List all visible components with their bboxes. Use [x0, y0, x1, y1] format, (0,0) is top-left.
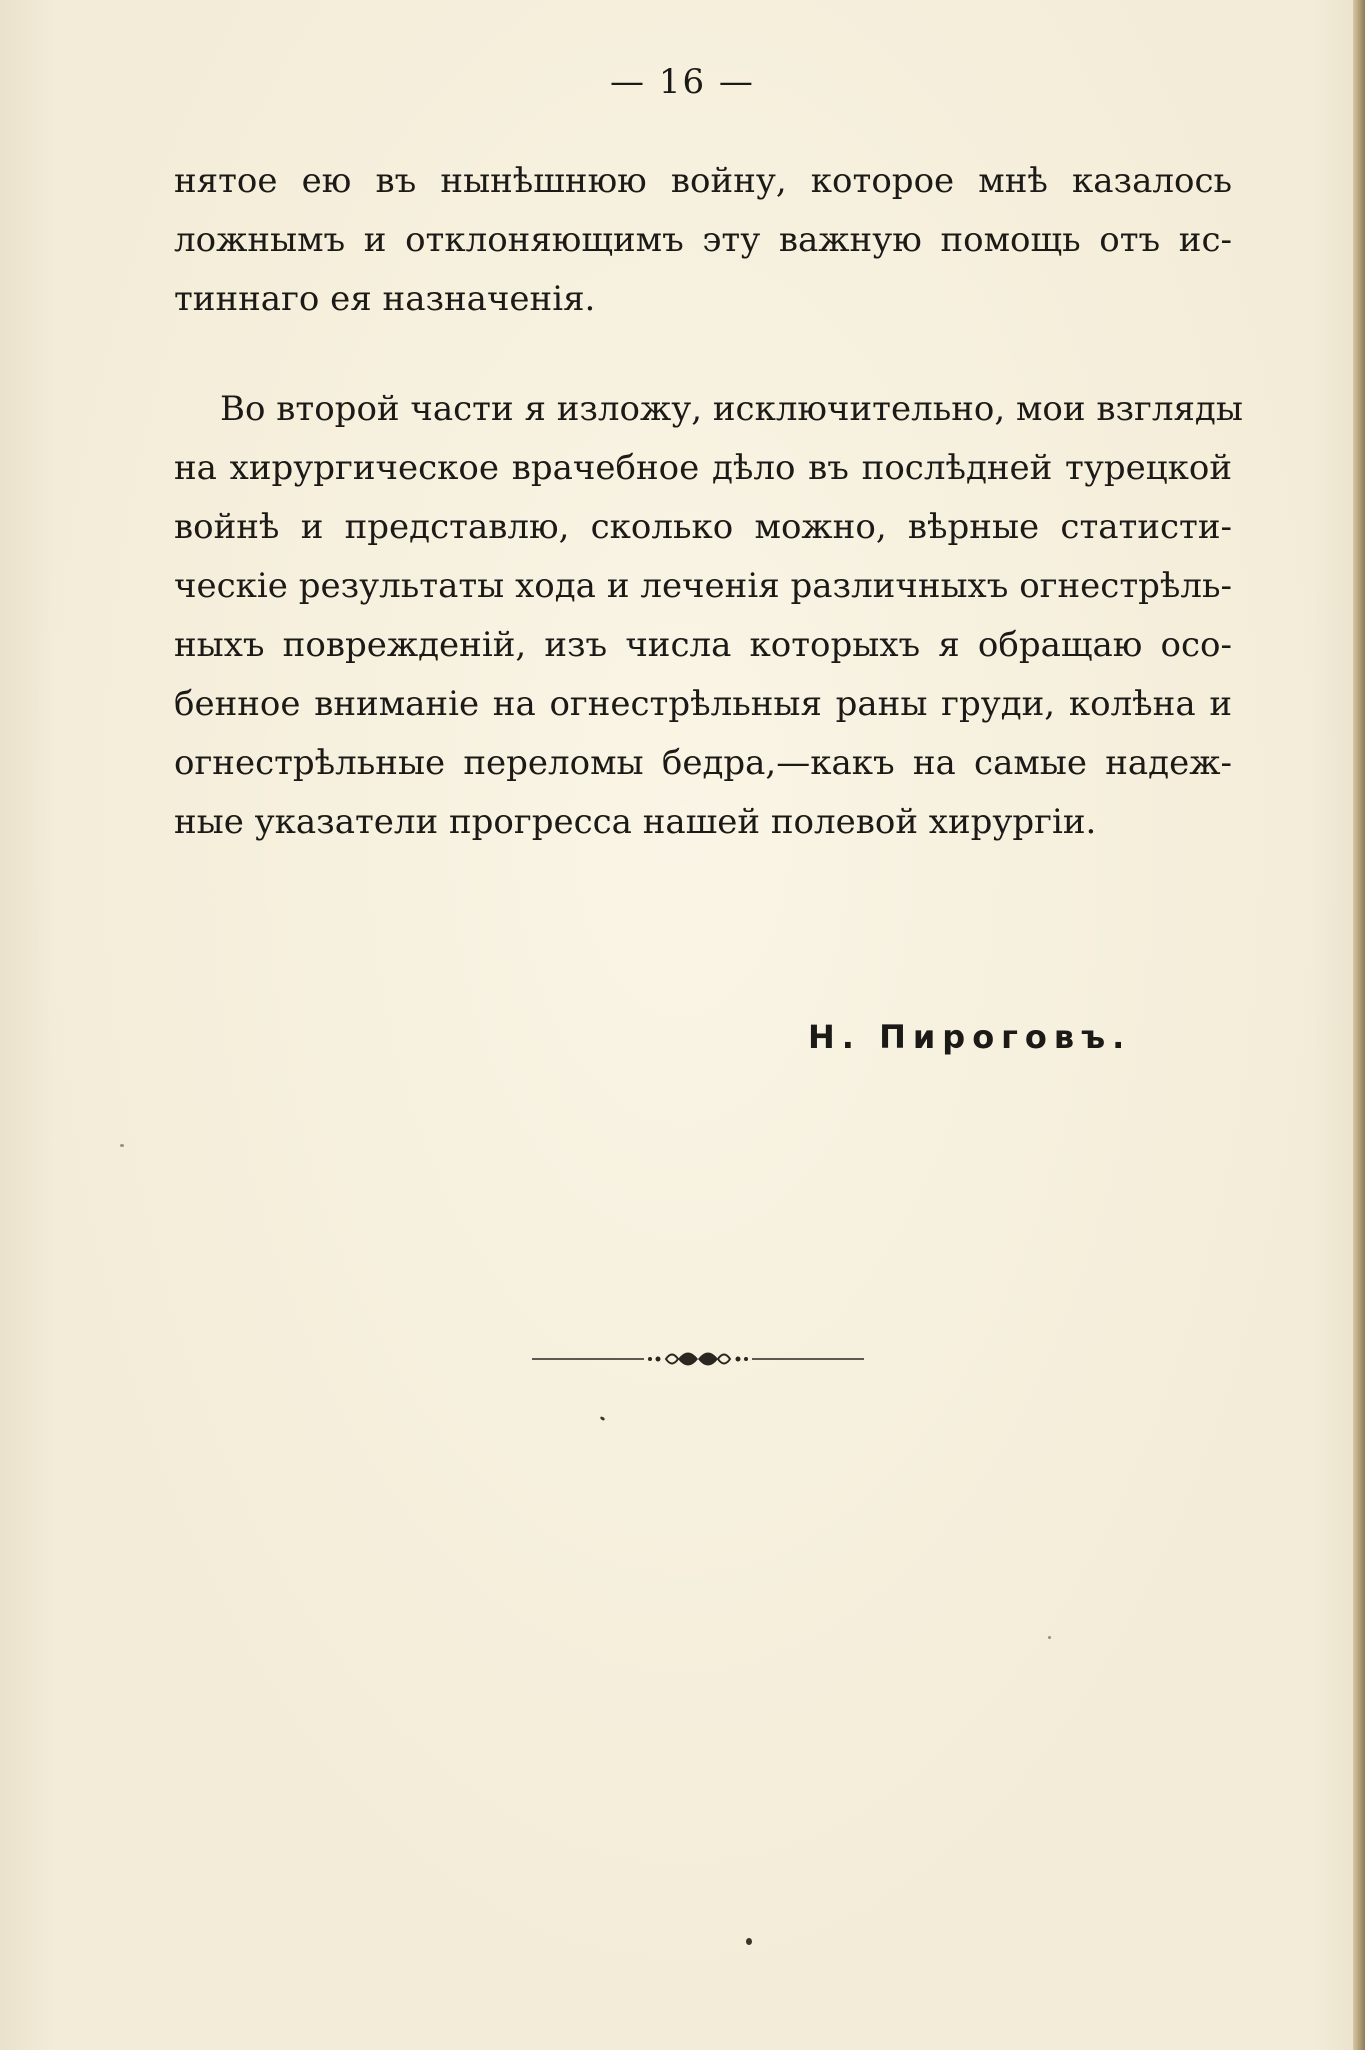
paper-speck [746, 1938, 752, 1945]
ornament-rule-icon [532, 1344, 864, 1374]
paragraph-second-part [174, 380, 1243, 852]
text-line: нятое ею въ нынѣшнюю войну, которое мнѣ казалось [174, 161, 1232, 201]
text-line: ложнымъ и отклоняющимъ эту важную помощь отъ ис- [174, 220, 1232, 260]
paper-speck [120, 1144, 124, 1147]
page-edge [1353, 0, 1365, 2050]
paper-speck [600, 1416, 606, 1421]
paragraph-continued [174, 152, 1232, 329]
text-line: бенное вниманіе на огнестрѣльныя раны груди, колѣна и [174, 684, 1232, 724]
page-number: — 16 — [610, 62, 755, 102]
text-line: тиннаго ея назначенія. [174, 279, 596, 319]
text-line: войнѣ и представлю, сколько можно, вѣрные статисти- [174, 507, 1232, 547]
text-line: ческіе результаты хода и леченія различныхъ огнестрѣль- [174, 566, 1232, 606]
paper-speck [1048, 1636, 1051, 1639]
text-line: ные указатели прогресса нашей полевой хирургіи. [174, 802, 1097, 842]
text-line: ныхъ поврежденій, изъ числа которыхъ я обращаю осо- [174, 625, 1232, 665]
text-line: огнестрѣльные переломы бедра,—какъ на самые надеж- [174, 743, 1232, 783]
text-line: на хирургическое врачебное дѣло въ послѣдней турецкой [174, 448, 1232, 488]
text-line: Во второй части я изложу, исключительно, мои взгляды [220, 389, 1243, 429]
author-signature: Н. Пироговъ. [808, 1018, 1132, 1056]
